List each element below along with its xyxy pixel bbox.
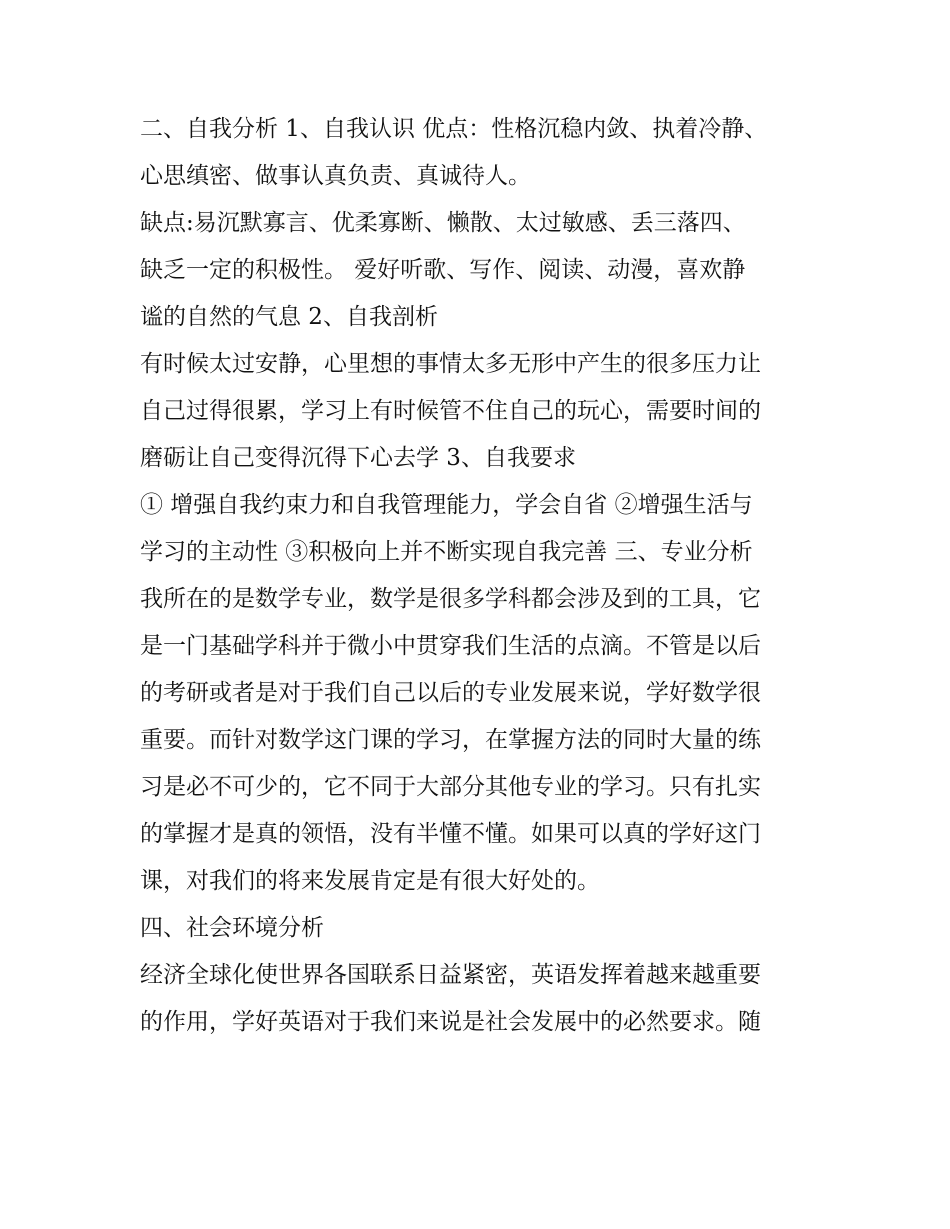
text-line: 心思缜密、做事认真负责、真诚待人。	[140, 163, 531, 189]
text-line: 谧的自然的气息 2、自我剖析	[140, 304, 438, 330]
text-line: 四、社会环境分析	[140, 915, 324, 941]
text-line: 二、自我分析 1、自我认识 优点：性格沉稳内敛、执着冷静、	[140, 116, 768, 142]
text-line: 学习的主动性 ③积极向上并不断实现自我完善 三、专业分析	[140, 539, 753, 565]
text-line: 课，对我们的将来发展肯定是有很大好处的。	[140, 868, 600, 894]
text-line: ① 增强自我约束力和自我管理能力，学会自省 ②增强生活与	[140, 492, 753, 518]
text-line: 的作用，学好英语对于我们来说是社会发展中的必然要求。随	[140, 1009, 761, 1035]
text-line: 缺点:易沉默寡言、优柔寡断、懒散、太过敏感、丢三落四、	[140, 210, 746, 236]
text-line: 自己过得很累，学习上有时候管不住自己的玩心，需要时间的	[140, 398, 761, 424]
text-line: 经济全球化使世界各国联系日益紧密，英语发挥着越来越重要	[140, 962, 761, 988]
text-line: 的掌握才是真的领悟，没有半懂不懂。如果可以真的学好这门	[140, 821, 761, 847]
text-line: 重要。而针对数学这门课的学习，在掌握方法的同时大量的练	[140, 727, 761, 753]
text-line: 缺乏一定的积极性。 爱好听歌、写作、阅读、动漫，喜欢静	[140, 257, 746, 283]
document-body	[140, 106, 820, 1046]
text-line: 是一门基础学科并于微小中贯穿我们生活的点滴。不管是以后	[140, 633, 761, 659]
text-line: 的考研或者是对于我们自己以后的专业发展来说，学好数学很	[140, 680, 761, 706]
text-line: 磨砺让自己变得沉得下心去学 3、自我要求	[140, 445, 576, 471]
text-line: 习是必不可少的，它不同于大部分其他专业的学习。只有扎实	[140, 774, 761, 800]
text-line: 有时候太过安静，心里想的事情太多无形中产生的很多压力让	[140, 351, 761, 377]
text-line: 我所在的是数学专业，数学是很多学科都会涉及到的工具，它	[140, 586, 761, 612]
